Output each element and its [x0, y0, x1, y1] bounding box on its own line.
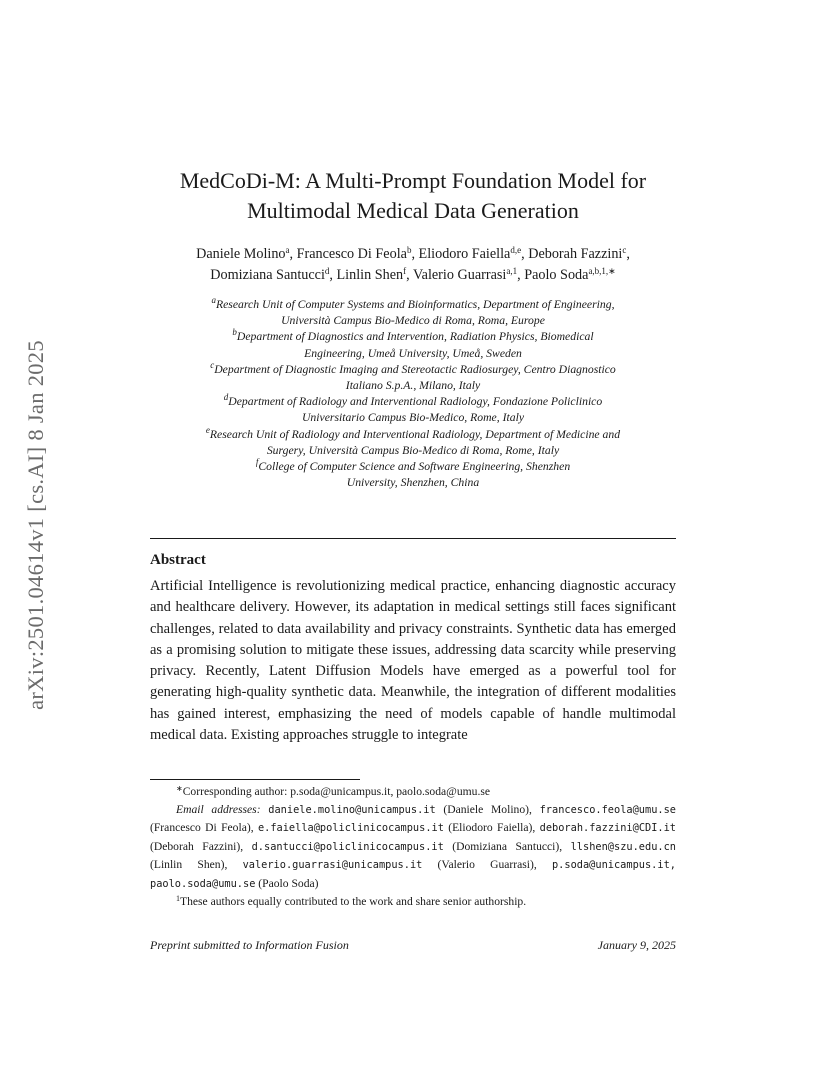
affiliation-continued: Engineering, Umeå University, Umeå, Sweden: [304, 346, 522, 360]
author-name: Eliodoro Faiella: [418, 246, 511, 262]
author-name: Daniele Molino: [196, 246, 286, 262]
affiliation-text: Research Unit of Radiology and Interventional Radiology, Department of Medicine and: [209, 427, 621, 441]
author-affiliation-mark: f: [403, 266, 407, 276]
footnote-mark: 1: [176, 894, 180, 903]
equal-contribution-text: These authors equally contributed to the work and share senior authorship.: [180, 895, 527, 908]
author-separator: ,: [289, 246, 297, 262]
email-link[interactable]: daniele.molino@unicampus.it: [268, 803, 436, 816]
footnotes: [150, 783, 676, 911]
author-affiliation-mark: d: [324, 266, 330, 276]
affiliation-mark: e: [205, 424, 210, 435]
email-owner: (Linlin Shen),: [150, 858, 243, 871]
abstract-divider: [150, 538, 676, 539]
email-link[interactable]: p.soda@unicampus.it, paolo.soda@umu.se: [150, 859, 676, 890]
corresponding-author-note: [150, 783, 676, 801]
author-name: Deborah Fazzini: [528, 246, 623, 262]
author-affiliation-mark: a: [285, 245, 290, 255]
footnote-mark: ∗: [176, 784, 183, 793]
equal-contribution-note: [150, 893, 676, 911]
affiliation-text: College of Computer Science and Software Engineering, Shenzhen: [258, 460, 571, 474]
email-owner: (Domiziana Santucci),: [443, 839, 571, 853]
affiliation-continued: Universitario Campus Bio-Medico, Rome, Italy: [301, 411, 525, 425]
author-name: Valerio Guarrasi: [412, 267, 507, 283]
corresponding-author-text: Corresponding author: p.soda@unicampus.it, paolo.soda@umu.se: [182, 785, 490, 798]
footer-date: January 9, 2025: [597, 938, 676, 952]
author-line-1: [150, 244, 676, 265]
email-addresses-note: [150, 801, 676, 894]
author-affiliation-mark: c: [622, 245, 627, 255]
footnote-divider: [150, 779, 360, 780]
email-owner: (Deborah Fazzini),: [150, 839, 252, 853]
author-separator: ,: [411, 246, 419, 262]
author-name: Domiziana Santucci: [210, 267, 325, 283]
title-line-1: MedCoDi-M: A Multi-Prompt Foundation Model for: [179, 168, 647, 193]
affiliation-mark: f: [255, 457, 259, 468]
affiliation: [150, 424, 676, 443]
email-label: Email addresses:: [176, 802, 261, 816]
email-owner: (Eliodoro Faiella),: [443, 821, 540, 834]
affiliation-continued: Surgery, Università Campus Bio-Medico di Roma, Rome, Italy: [266, 443, 560, 457]
abstract-text: Artificial Intelligence is revolutionizing medical practice, enhancing diagnostic accuracy and healthcare delivery. However, its adaptation in medical settings still faces significant challenges, related to data availability and privacy constraints. Synthetic data has emerged as a promising solution to mitigate these issues, addressing data scarcity while preserving privacy. Recently, Latent Diffusion Models have emerged as a powerful tool for generating high-quality synthetic data. Meanwhile, the integration of different modalities has gained interest, emphasizing the need of models capable of handle multimodal medical data. Existing approaches struggle to integrate: [150, 578, 676, 744]
affiliation-mark: c: [210, 359, 215, 370]
affiliation: [150, 297, 676, 313]
affiliation-text: Department of Radiology and Interventional Radiology, Fondazione Policlinico: [228, 395, 603, 409]
affiliation-text: Department of Diagnostic Imaging and Stereotactic Radiosurgey, Centro Diagnostico: [214, 362, 616, 376]
affiliation-text: Research Unit of Computer Systems and Bioinformatics, Department of Engineering,: [215, 298, 615, 311]
email-owner: (Francesco Di Feola),: [150, 821, 258, 834]
author-separator: ,: [517, 267, 525, 283]
preprint-note: Preprint submitted to Information Fusion: [150, 938, 349, 952]
author-separator: ,: [521, 246, 529, 262]
author-line-2: [150, 265, 676, 286]
author-affiliation-mark: b: [406, 245, 412, 255]
affiliation-mark: d: [223, 392, 229, 403]
email-owner: (Valerio Guarrasi),: [422, 858, 552, 871]
email-link[interactable]: e.faiella@policlinicocampus.it: [257, 822, 444, 834]
paper-title: [150, 166, 676, 226]
affiliation: [150, 359, 676, 378]
email-link[interactable]: deborah.fazzini@CDI.it: [539, 822, 677, 834]
author-name: Linlin Shen: [336, 267, 404, 283]
email-owner: (Daniele Molino),: [435, 802, 540, 816]
author-affiliation-mark: a,b,1,∗: [588, 266, 616, 276]
arxiv-identifier-text: arXiv:2501.04614v1 [cs.AI] 8 Jan 2025: [23, 340, 48, 710]
author-name: Paolo Soda: [524, 267, 589, 283]
affiliation: [150, 394, 676, 410]
affiliation-continued: Italiano S.p.A., Milano, Italy: [345, 379, 481, 393]
title-line-2: Multimodal Medical Data Generation: [247, 198, 579, 223]
author-separator: ,: [406, 267, 413, 283]
affiliation-text: Department of Diagnostics and Intervention, Radiation Physics, Biomedical: [236, 330, 594, 344]
email-link[interactable]: francesco.feola@umu.se: [539, 803, 676, 816]
author-name: Francesco Di Feola: [296, 246, 407, 262]
author-list: [150, 244, 676, 286]
affiliation-continued: Università Campus Bio-Medico di Roma, Roma, Europe: [281, 314, 545, 328]
author-affiliation-mark: a,1: [506, 266, 518, 276]
email-link[interactable]: d.santucci@policlinicocampus.it: [251, 840, 444, 853]
email-owner: (Paolo Soda): [255, 876, 319, 890]
affiliation: [150, 329, 676, 345]
affiliation-list: [150, 297, 676, 491]
affiliation-mark: a: [211, 295, 216, 305]
author-affiliation-mark: d,e: [510, 245, 522, 255]
email-link[interactable]: llshen@szu.edu.cn: [570, 840, 676, 853]
abstract-heading: Abstract: [150, 552, 206, 568]
affiliation-mark: b: [232, 327, 237, 338]
affiliation-continued: University, Shenzhen, China: [346, 476, 480, 490]
email-link[interactable]: valerio.guarrasi@unicampus.it: [242, 859, 423, 871]
affiliation: [150, 459, 676, 475]
author-separator: ,: [626, 246, 630, 262]
author-separator: ,: [329, 267, 337, 283]
